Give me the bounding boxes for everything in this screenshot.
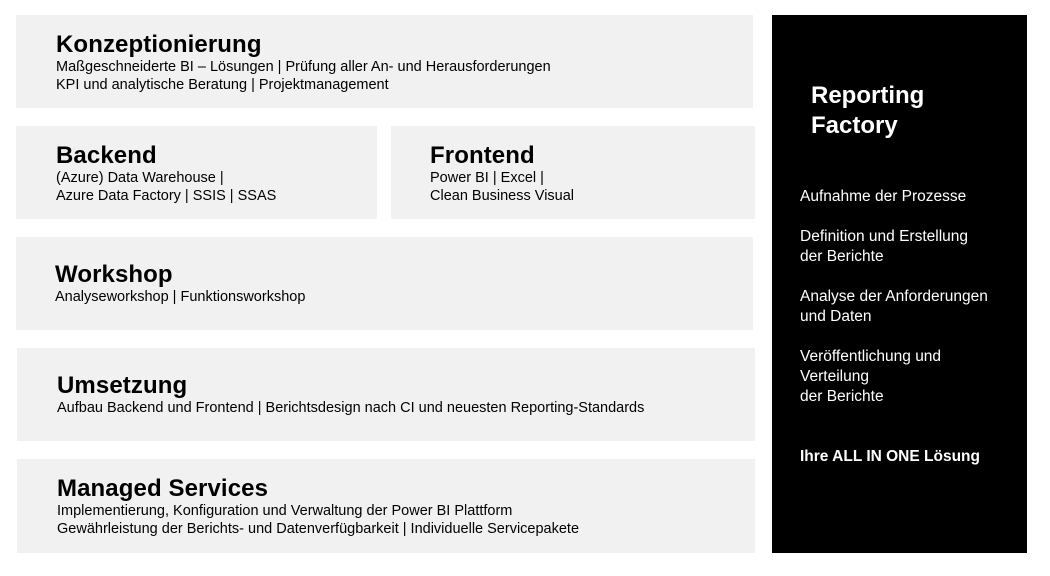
- section-text: Implementierung, Konfiguration und Verwaltung der Power BI Plattform: [57, 503, 513, 519]
- section-title: Backend: [56, 142, 157, 169]
- panel-item: [800, 227, 1025, 267]
- panel-item: [800, 347, 1025, 407]
- panel-item-line: der Berichte: [800, 388, 884, 405]
- panel-item: [800, 187, 1025, 207]
- panel-item-line: der Berichte: [800, 248, 884, 265]
- panel-item: [800, 287, 1025, 327]
- panel-item-line: Analyse der Anforderungen: [800, 288, 988, 305]
- panel-item-line: und Daten: [800, 308, 872, 325]
- panel-title-line: Reporting: [811, 82, 925, 109]
- section-text: Clean Business Visual: [430, 188, 575, 204]
- section-frontend: [391, 126, 755, 219]
- section-workshop: [16, 237, 753, 330]
- section-text: Gewährleistung der Berichts- und Datenverfügbarkeit | Individuelle Servicepakete: [57, 521, 580, 537]
- reporting-factory-panel: [772, 15, 1027, 553]
- panel-tagline: Ihre ALL IN ONE Lösung: [800, 448, 980, 465]
- section-managed-services: [17, 459, 755, 553]
- section-text: Analyseworkshop | Funktionsworkshop: [55, 289, 306, 305]
- section-title: Managed Services: [57, 475, 269, 502]
- section-backend: [16, 126, 377, 219]
- section-text: Maßgeschneiderte BI – Lösungen | Prüfung aller An- und Herausforderungen: [56, 59, 551, 75]
- panel-item-line: Verteilung: [800, 368, 869, 385]
- section-title: Frontend: [430, 142, 535, 169]
- section-text: Azure Data Factory | SSIS | SSAS: [56, 188, 277, 204]
- panel-item-list: [800, 187, 1025, 427]
- section-text: KPI und analytische Beratung | Projektmanagement: [56, 77, 389, 93]
- panel-title-line: Factory: [811, 112, 898, 139]
- panel-item-line: Veröffentlichung und: [800, 348, 942, 365]
- section-text: (Azure) Data Warehouse |: [56, 170, 224, 186]
- panel-item-line: Aufnahme der Prozesse: [800, 188, 967, 205]
- panel-item-line: Definition und Erstellung: [800, 228, 969, 245]
- section-text: Aufbau Backend und Frontend | Berichtsdesign nach CI und neuesten Reporting-Standards: [57, 400, 645, 416]
- section-konzeptionierung: [16, 15, 753, 108]
- section-title: Umsetzung: [57, 372, 188, 399]
- section-title: Konzeptionierung: [56, 31, 262, 58]
- section-text: Power BI | Excel |: [430, 170, 544, 186]
- panel-title: [811, 81, 924, 141]
- section-umsetzung: [17, 348, 755, 441]
- section-title: Workshop: [55, 261, 173, 288]
